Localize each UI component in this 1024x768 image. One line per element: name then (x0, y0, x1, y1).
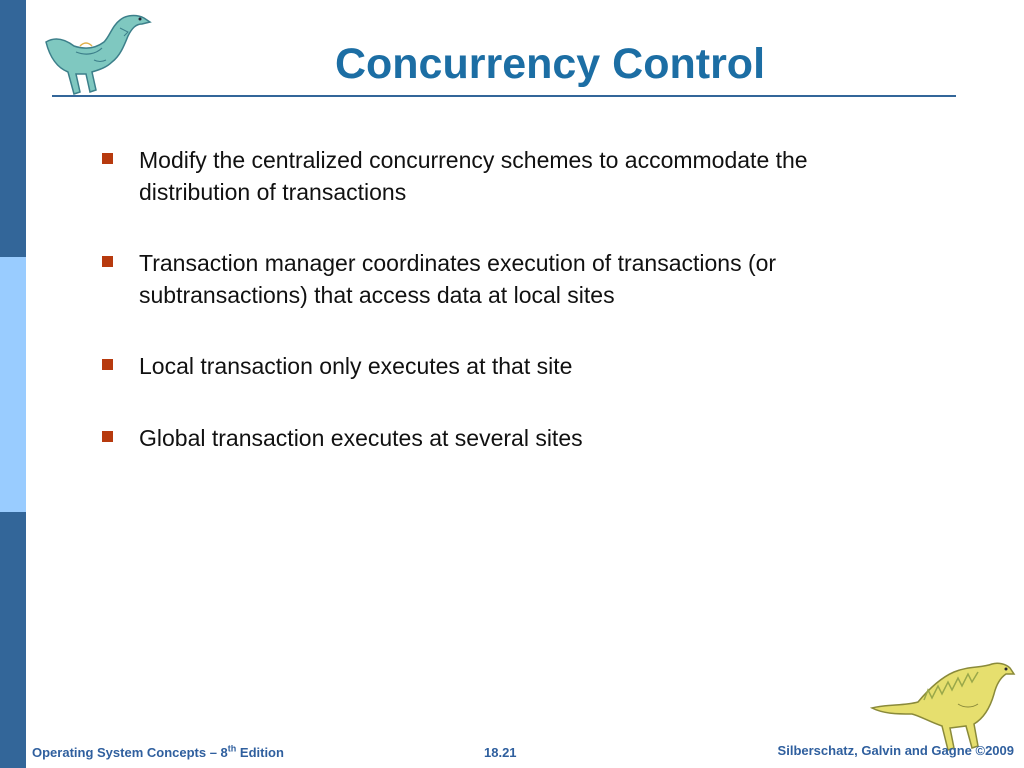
footer-book-prefix: Operating System Concepts – 8 (32, 745, 228, 760)
footer-page-number: 18.21 (484, 745, 517, 760)
square-bullet-icon (102, 431, 113, 442)
dinosaur-logo-bottom (868, 660, 1018, 752)
square-bullet-icon (102, 153, 113, 164)
square-bullet-icon (102, 256, 113, 267)
footer-book-suffix: Edition (236, 745, 284, 760)
dinosaur-logo-top (36, 6, 156, 96)
bullet-text: Global transaction executes at several sites (139, 425, 583, 451)
bullet-text: Local transaction only executes at that site (139, 353, 573, 379)
footer-book-title (32, 745, 284, 760)
square-bullet-icon (102, 359, 113, 370)
footer-authors: Silberschatz, Galvin and Gagne ©2009 (777, 743, 1014, 758)
slide-title: Concurrency Control (334, 40, 766, 88)
sidebar-band (0, 0, 26, 768)
sidebar-band-middle (0, 257, 26, 512)
sidebar-band-top (0, 0, 26, 257)
bullet-text: Modify the centralized concurrency schemes to accommodate the distribution of transactions (139, 147, 808, 205)
footer-book-sup: th (227, 743, 237, 754)
sidebar-band-bottom (0, 512, 26, 768)
bullet-text: Transaction manager coordinates execution of transactions (or subtransactions) that access data at local sites (139, 250, 777, 308)
title-divider (52, 95, 956, 97)
